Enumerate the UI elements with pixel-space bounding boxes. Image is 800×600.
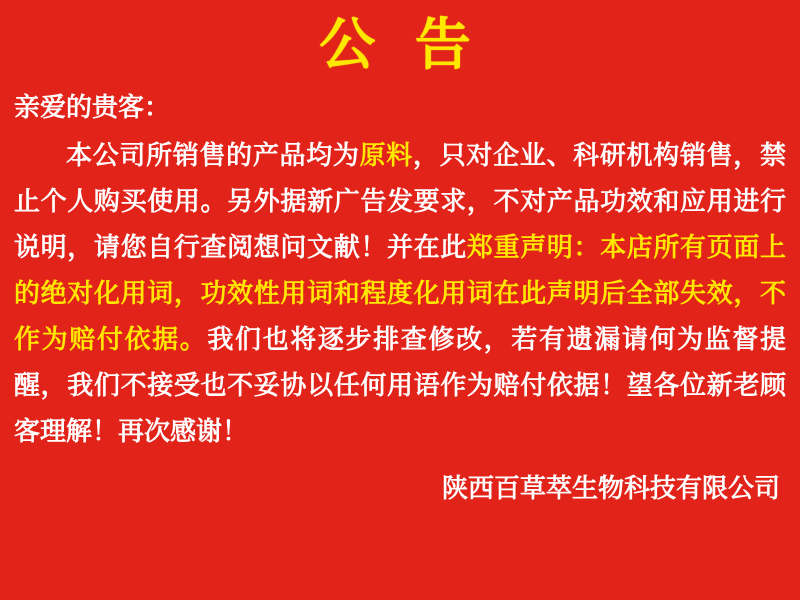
highlight-solemn-declaration: 郑重声明：本店所有页面上的绝对化用词，功效性用词和程度化用词在此声明后全部失效，不作为赔付依据。 (14, 233, 786, 356)
paragraph-segment-1: 本公司所销售的产品均为 (66, 141, 360, 172)
page-title: 公 告 (319, 13, 481, 78)
paragraph-segment-3: 我们也将逐步排查修改，若有遗漏请何为监督提醒，我们不接受也不妥协以任何用语作为赔付依据！望各位新老顾客理解！再次感谢！ (14, 325, 786, 448)
paragraph-segment-2: ，只对企业、科研机构销售，禁止个人购买使用。另外据新广告发要求，不对产品功效和应用进行说明，请您自行查阅想问文献！并在此 (14, 141, 786, 264)
highlight-raw-material: 原料 (359, 141, 413, 172)
salutation-text: 亲爱的贵客： (14, 93, 171, 124)
notice-body (0, 85, 800, 455)
notice-paragraph (14, 133, 786, 455)
company-signature: 陕西百草萃生物科技有限公司 (441, 474, 780, 505)
